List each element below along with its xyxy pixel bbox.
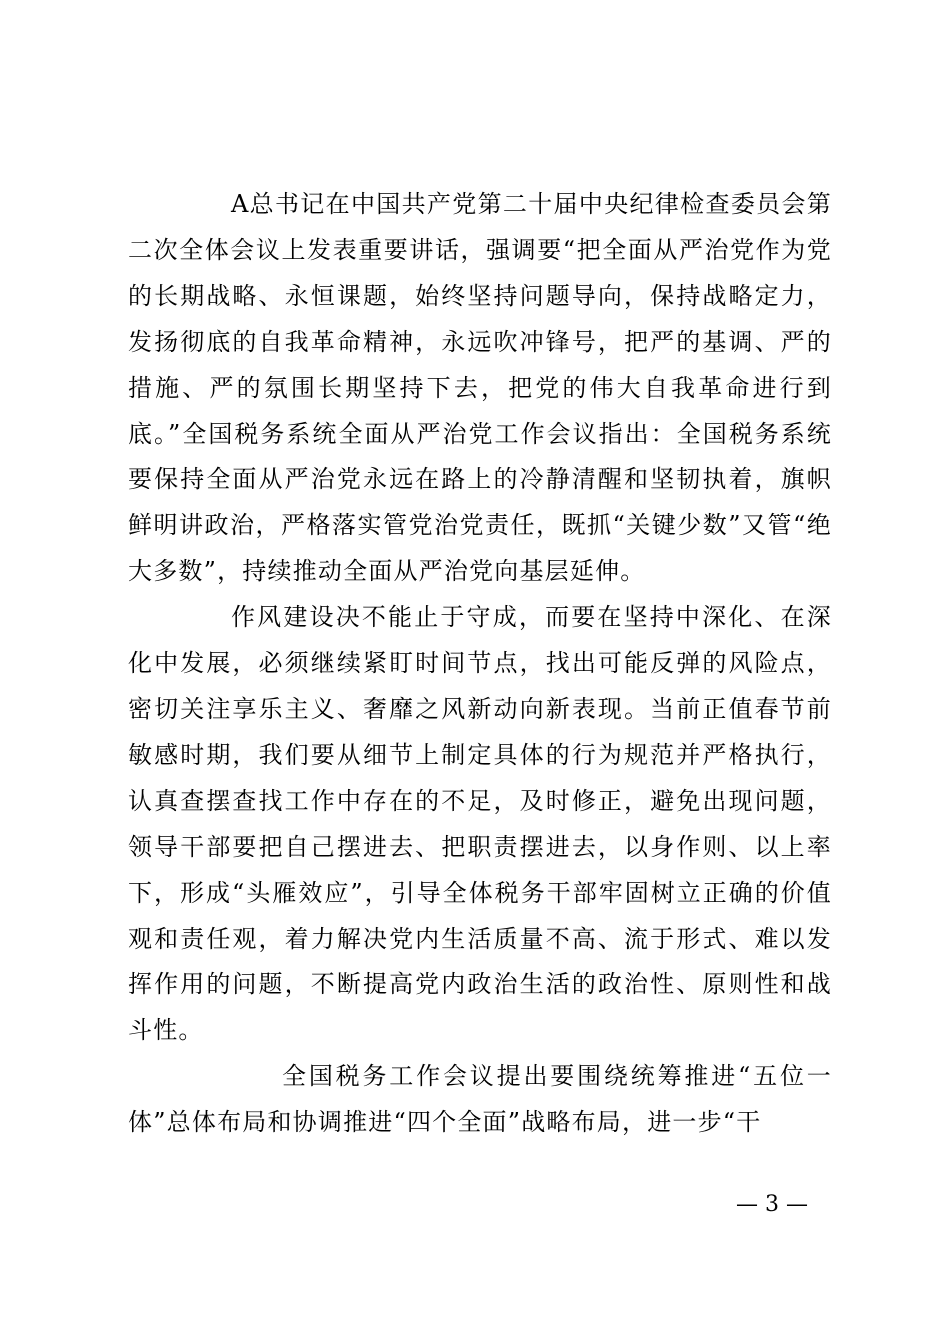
page-number: — 3 —: [736, 1192, 808, 1217]
body-text: [128, 182, 832, 1146]
paragraph-3: 全国税务工作会议提出要围绕统筹推进“五位一体”总体布局和协调推进“四个全面”战略布局，进一步“干: [128, 1062, 832, 1137]
paragraph-2: 作风建设决不能止于守成，而要在坚持中深化、在深化中发展，必须继续紧盯时间节点，找出可能反弹的风险点，密切关注享乐主义、奢靡之风新动向新表现。当前正值春节前敏感时期，我们要从细节上制定具体的行为规范并严格执行，认真查摆查找工作中存在的不足，及时修正，避免出现问题，领导干部要把自己摆进去、把职责摆进去，以身作则、以上率下，形成“头雁效应”，引导全体税务干部牢固树立正确的价值观和责任观，着力解决党内生活质量不高、流于形式、难以发挥作用的问题，不断提高党内政治生活的政治性、原则性和战斗性。: [128, 603, 832, 1045]
paragraph-1: A总书记在中国共产党第二十届中央纪律检查委员会第二次全体会议上发表重要讲话，强调要“把全面从严治党作为党的长期战略、永恒课题，始终坚持问题导向，保持战略定力，发扬彻底的自我革命精神，永远吹冲锋号，把严的基调、严的措施、严的氛围长期坚持下去，把党的伟大自我革命进行到底。”全国税务系统全面从严治党工作会议指出：全国税务系统要保持全面从严治党永远在路上的冷静清醒和坚韧执着，旗帜鲜明讲政治，严格落实管党治党责任，既抓“关键少数”又管“绝大多数”，持续推动全面从严治党向基层延伸。: [128, 190, 832, 586]
